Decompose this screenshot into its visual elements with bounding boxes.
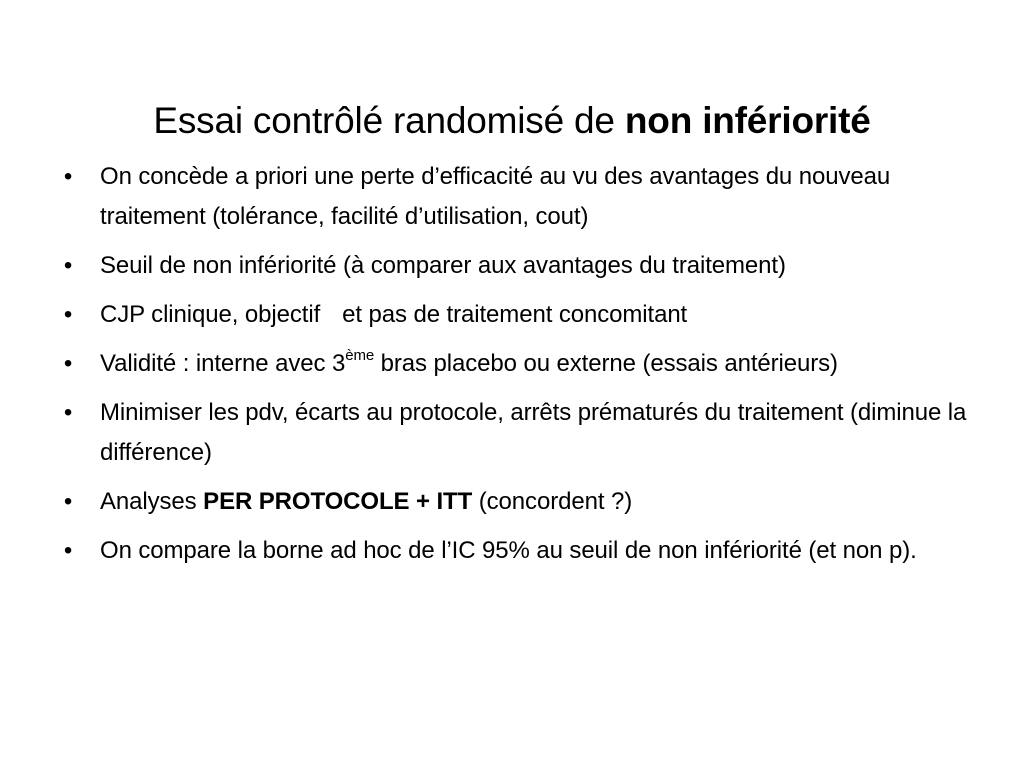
bullet-item [58,393,970,473]
bullet-dot-icon: • [63,537,73,564]
bullet-dot-icon: • [63,399,73,426]
bullet-superscript: ème [345,347,375,364]
bullet-text: On concède a priori une perte d’efficacité au vu des avantages du nouveau traitement (tolérance, facilité d’utilisation, cout) [100,163,891,230]
bullet-item [58,531,970,571]
bullet-item [58,344,970,384]
bullet-text-before-bold: Analyses [100,488,204,515]
slide-title-bold: non infériorité [624,99,871,141]
bullet-item [58,482,970,522]
bullet-item [58,246,970,286]
bullet-item [58,295,970,335]
bullet-text-before-sup: Validité : interne avec 3 [100,350,346,377]
bullet-dot-icon: • [63,488,73,515]
slide-title [0,97,1024,145]
bullet-text-part2: et pas de traitement concomitant [342,301,688,328]
bullet-text-after-bold: (concordent ?) [472,488,633,515]
bullet-text-bold: PER PROTOCOLE + ITT [203,488,473,515]
bullet-text-after-sup: bras placebo ou externe (essais antérieurs) [374,350,838,377]
bullet-item [58,157,970,237]
bullet-dot-icon: • [63,252,73,279]
bullet-list [58,157,970,580]
bullet-dot-icon: • [63,163,73,190]
bullet-text: On compare la borne ad hoc de l’IC 95% au seuil de non infériorité (et non p). [100,537,917,564]
bullet-dot-icon: • [63,350,73,377]
bullet-text: Minimiser les pdv, écarts au protocole, arrêts prématurés du traitement (diminue la différence) [100,399,967,466]
slide-title-regular: Essai contrôlé randomisé de [153,99,625,141]
bullet-text: Seuil de non infériorité (à comparer aux avantages du traitement) [100,252,786,279]
bullet-dot-icon: • [63,301,73,328]
bullet-text-part1: CJP clinique, objectif [100,301,321,328]
